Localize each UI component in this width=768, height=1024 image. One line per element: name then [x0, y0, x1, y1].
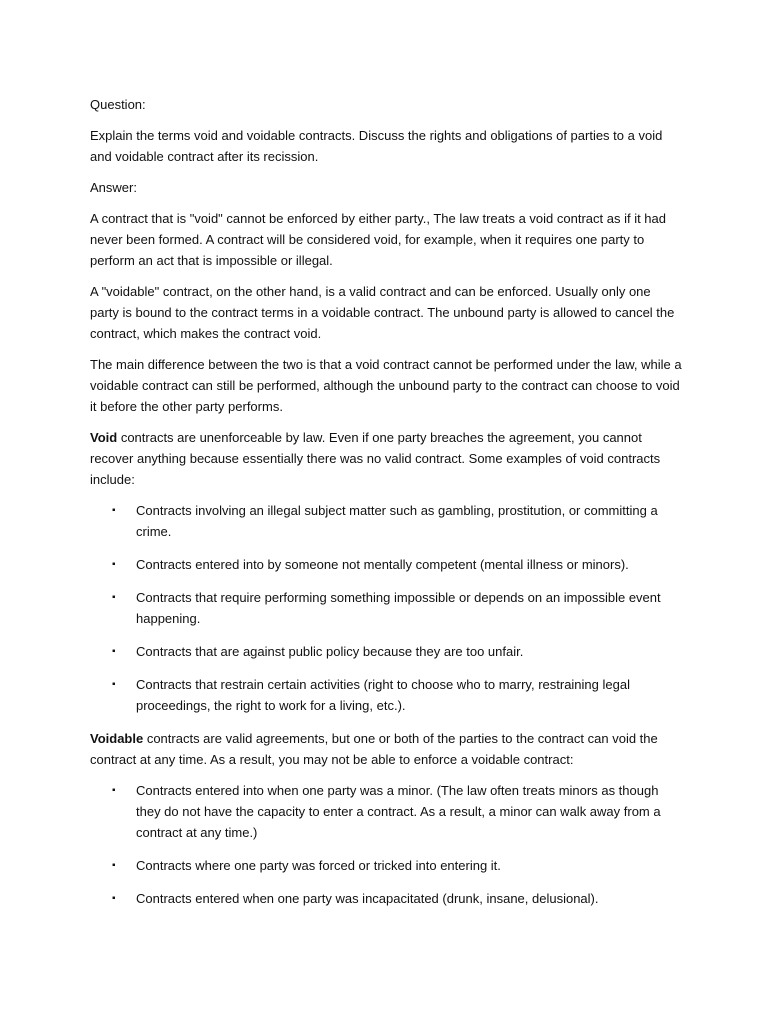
question-label: Question: [90, 97, 146, 112]
list-item-text: Contracts that restrain certain activities (right to choose who to marry, restraining legal proceedings, the right to work for a living, etc.). [136, 677, 630, 713]
voidable-intro-paragraph [90, 728, 682, 770]
list-item-text: Contracts entered when one party was incapacitated (drunk, insane, delusional). [136, 891, 599, 906]
paragraph-difference: The main difference between the two is that a void contract cannot be performed under the law, while a voidable contract can still be performed, although the unbound party to the contract can choose to void it before the other party performs. [90, 357, 682, 414]
list-item [90, 780, 682, 843]
answer-label: Answer: [90, 180, 137, 195]
bullet-icon: ▪ [112, 785, 116, 796]
list-item-text: Contracts that are against public policy because they are too unfair. [136, 644, 524, 659]
void-lead-word: Void [90, 430, 118, 445]
list-item-text: Contracts involving an illegal subject matter such as gambling, prostitution, or committing a crime. [136, 503, 658, 539]
question-text: Explain the terms void and voidable contracts. Discuss the rights and obligations of parties to a void and voidable contract after its recission. [90, 128, 663, 164]
voidable-examples-list [90, 780, 682, 909]
list-item [90, 641, 682, 662]
list-item [90, 674, 682, 716]
voidable-lead-word: Voidable [90, 731, 144, 746]
bullet-icon: ▪ [112, 559, 116, 570]
list-item [90, 554, 682, 575]
list-item [90, 855, 682, 876]
bullet-icon: ▪ [112, 505, 116, 516]
bullet-icon: ▪ [112, 679, 116, 690]
bullet-icon: ▪ [112, 646, 116, 657]
bullet-icon: ▪ [112, 893, 116, 904]
void-intro-text: contracts are unenforceable by law. Even if one party breaches the agreement, you cannot recover anything because essentially there was no valid contract. Some examples of void contracts include: [90, 430, 661, 487]
list-item-text: Contracts entered into when one party was a minor. (The law often treats minors as though they do not have the capacity to enter a contract. As a result, a minor can walk away from a contract at any time.) [136, 783, 661, 840]
voidable-intro-text: contracts are valid agreements, but one or both of the parties to the contract can void the contract at any time. As a result, you may not be able to enforce a voidable contract: [90, 731, 658, 767]
bullet-icon: ▪ [112, 592, 116, 603]
void-intro-paragraph [90, 427, 682, 490]
list-item-text: Contracts entered into by someone not mentally competent (mental illness or minors). [136, 557, 629, 572]
bullet-icon: ▪ [112, 860, 116, 871]
list-item [90, 888, 682, 909]
list-item [90, 587, 682, 629]
paragraph-voidable-definition: A "voidable" contract, on the other hand, is a valid contract and can be enforced. Usually only one party is bound to the contract terms in a voidable contract. The unbound party is allowed to cancel the contract, which makes the contract void. [90, 284, 675, 341]
list-item-text: Contracts that require performing something impossible or depends on an impossible event happening. [136, 590, 661, 626]
list-item [90, 500, 682, 542]
void-examples-list [90, 500, 682, 716]
list-item-text: Contracts where one party was forced or tricked into entering it. [136, 858, 501, 873]
paragraph-void-definition: A contract that is "void" cannot be enforced by either party., The law treats a void contract as if it had never been formed. A contract will be considered void, for example, when it requires one party to perform an act that is impossible or illegal. [90, 211, 666, 268]
